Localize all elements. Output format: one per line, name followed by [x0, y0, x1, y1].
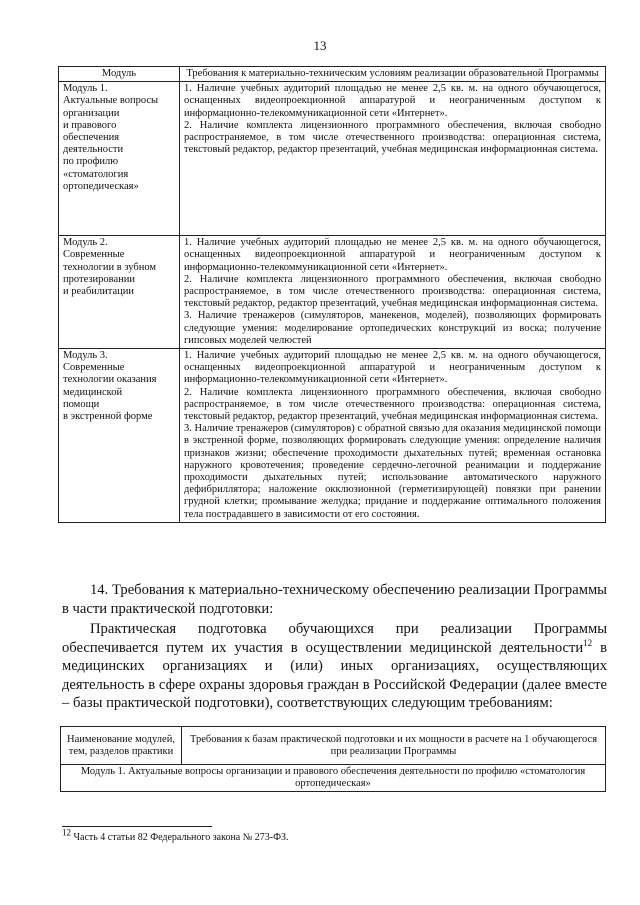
table-row: [61, 765, 606, 792]
module-line: и реабилитации: [63, 286, 134, 298]
table-row: [59, 82, 606, 236]
header-module: Модуль: [59, 67, 180, 82]
practice-bases-table: [60, 726, 606, 792]
footnote-marker: 12: [62, 827, 71, 838]
paragraph-text-continued: в медицинских организациях и (или) иных организациях, осуществляющих деятельность в сфере охраны здоровья граждан в Российской Федерации (далее вместе – базы практической подготовки), соответствующих следующим требованиям:: [62, 639, 607, 712]
module-line: «стоматология: [63, 168, 129, 180]
requirement-item: 1. Наличие учебных аудиторий площадью не менее 2,5 кв. м. на одного обучающегося, оснащенных видеопроекционной аппаратурой и неограниченным доступом к информационно-телекоммуникационной сети «Интернет».: [184, 350, 601, 386]
footnote-text: Часть 4 статьи 82 Федерального закона № 273-ФЗ.: [71, 832, 289, 843]
paragraph-text: Практическая подготовка обучающихся при реализации Программы обеспечивается путем их участия в осуществлении медицинской деятельности: [62, 621, 607, 656]
module-line: Актуальные вопросы: [63, 95, 159, 107]
module-line: Модуль 2.: [63, 237, 108, 249]
module-line: Современные: [63, 362, 125, 374]
header-modules-topics: Наименование модулей, тем, разделов практики: [61, 727, 182, 765]
module-line: технологии оказания: [63, 374, 157, 386]
module-cell: [59, 349, 180, 523]
page-number: 13: [313, 38, 327, 53]
module-line: ортопедическая»: [63, 180, 139, 192]
module-line: деятельности: [63, 144, 124, 156]
section-14-heading: 14. Требования к материально-техническому обеспечению реализации Программы в части практической подготовки:: [62, 582, 607, 617]
module-line: помощи: [63, 398, 100, 410]
requirements-cell: [180, 236, 606, 349]
table-row: [59, 349, 606, 523]
module-cell: [59, 82, 180, 236]
requirements-cell: [180, 349, 606, 523]
footnote-divider: [62, 826, 212, 827]
footnote-reference: 12: [583, 637, 593, 648]
practical-training-paragraph: [62, 620, 607, 713]
footnote: [62, 827, 289, 844]
header-bases-requirements: Требования к базам практической подготовки и их мощности в расчете на 1 обучающегося при реализации Программы: [182, 727, 606, 765]
module-line: и правового: [63, 119, 117, 131]
module-heading-row: Модуль 1. Актуальные вопросы организации и правового обеспечения деятельности по профилю «стоматология ортопедическая»: [61, 765, 606, 792]
table-header-row: [61, 727, 606, 765]
module-line: Современные: [63, 249, 125, 261]
requirements-cell: [180, 82, 606, 236]
table-header-row: [59, 67, 606, 82]
module-line: организации: [63, 107, 120, 119]
module-line: Модуль 1.: [63, 83, 108, 95]
requirements-table: [58, 66, 606, 523]
module-line: медицинской: [63, 386, 123, 398]
module-cell: [59, 236, 180, 349]
requirement-item: 2. Наличие комплекта лицензионного программного обеспечения, включая свободно распространяемое, в том числе отечественного производства: операционная система, текстовый редактор, редактор презентаций, учебная медицинская информационная система.: [184, 386, 601, 423]
module-line: в экстренной форме: [63, 411, 153, 423]
header-requirements: Требования к материально-техническим условиям реализации образовательной Программы: [180, 67, 606, 82]
table-row: [59, 236, 606, 349]
module-line: технологии в зубном: [63, 261, 157, 273]
module-line: протезировании: [63, 273, 135, 285]
requirement-item: 2. Наличие комплекта лицензионного программного обеспечения, включая свободно распространяемое, в том числе отечественного производства: операционная система, текстовый редактор, редактор презентаций, учебная медицинская информационная система.: [184, 119, 601, 156]
requirement-item: 1. Наличие учебных аудиторий площадью не менее 2,5 кв. м. на одного обучающегося, оснащенных видеопроекционной аппаратурой и неограниченным доступом к информационно-телекоммуникационной сети «Интернет».: [184, 83, 601, 119]
module-line: Модуль 3.: [63, 350, 108, 362]
requirement-item: 2. Наличие комплекта лицензионного программного обеспечения, включая свободно распространяемое, в том числе отечественного производства: операционная система, текстовый редактор, редактор презентаций, учебная медицинская информационная система.: [184, 273, 601, 310]
module-line: по профилю: [63, 156, 119, 168]
requirement-item: 3. Наличие тренажеров (симуляторов) с обратной связью для оказания медицинской помощи в экстренной форме, позволяющих формировать следующие умения: определение наличия признаков жизни; обеспечение проходимости дыхательных путей; временная остановка наружного кровотечения; проведение сердечно-легочной реанимации и поддержание проходимости дыхательных путей; использование автоматического наружного дефибриллятора; наложение окклюзионной (герметизирующей) повязки при ранении грудной клетки; промывание желудка; придание и поддержание оптимального положения тела пострадавшего в зависимости от его состояния.: [184, 423, 601, 520]
module-line: обеспечения: [63, 132, 120, 144]
requirement-item: 3. Наличие тренажеров (симуляторов, манекенов, моделей), позволяющих формировать следующие умения: моделирование ортопедических конструкций из воска; получение гипсовых моделей челюстей: [184, 310, 601, 346]
requirement-item: 1. Наличие учебных аудиторий площадью не менее 2,5 кв. м. на одного обучающегося, оснащенных видеопроекционной аппаратурой и неограниченным доступом к информационно-телекоммуникационной сети «Интернет».: [184, 237, 601, 273]
